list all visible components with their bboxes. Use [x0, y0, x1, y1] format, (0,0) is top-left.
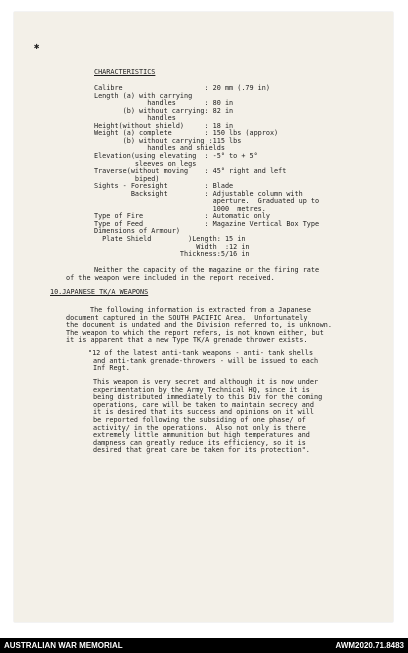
characteristic-line: Length (a) with carrying — [94, 91, 193, 100]
characteristic-line: Dimensions of Armour) — [94, 227, 180, 236]
footer-accession-number: AWM2020.71.8483 — [335, 641, 404, 650]
quote-line: dampness can greatly reduce its efficiency, so it is — [93, 438, 306, 447]
footer-bar — [0, 638, 408, 653]
quote-line: and anti-tank grenade-throwers - will be issued to each — [93, 356, 319, 365]
section-title: CHARACTERISTICS — [94, 68, 156, 76]
characteristic-line: Calibre : 20 mm (.79 in) — [94, 84, 270, 92]
quote-line: operations, care will be taken to maintain secrecy and — [93, 400, 314, 409]
quote-line: Inf Regt. — [93, 364, 130, 373]
characteristic-line: (b) without carrying :115 lbs — [94, 136, 242, 145]
punch-hole-mark: ✱ — [34, 42, 40, 52]
paragraph-line: The following information is extracted from a Japanese — [90, 306, 311, 314]
characteristic-line: (b) without carrying: 82 in — [94, 106, 234, 115]
characteristic-line: handles — [94, 114, 176, 123]
characteristic-line: Plate Shield )Length: 15 in — [94, 235, 246, 243]
characteristic-line: Elevation(using elevating : -5° to + 5° — [94, 151, 258, 160]
characteristic-line: 1000 metres. — [94, 204, 266, 213]
characteristic-line: Thickness:5/16 in — [94, 250, 250, 259]
quote-line: This weapon is very secret and although it is now under — [93, 378, 319, 386]
quote-line: activity/ in the operations. Also not only is there — [93, 423, 306, 432]
characteristic-line: Type of Feed : Magazine Vertical Box Type — [94, 219, 320, 228]
quote-line: being distributed immediately to this Div for the coming — [93, 393, 323, 402]
characteristic-line: aperture. Graduated up to — [94, 197, 320, 206]
paragraph-line: the document is undated and the Division referred to, is unknown. — [66, 321, 332, 330]
paragraph-line: document captured in the SOUTH PACIFIC Area. Unfortunately — [66, 313, 308, 322]
characteristic-line: biped) — [94, 174, 160, 183]
quote-line: "12 of the latest anti-tank weapons - anti- tank shells — [88, 349, 314, 357]
footer-institution: AUSTRALIAN WAR MEMORIAL — [4, 641, 123, 650]
characteristic-line: Type of Fire : Automatic only — [94, 212, 270, 221]
quote-line: experimentation by the Army Technical HQ, since it is — [93, 385, 310, 394]
section2-title: 10.JAPANESE TK/A WEAPONS — [50, 288, 149, 296]
paragraph-line: it is apparent that a new Type TK/A grenade thrower exists. — [66, 336, 308, 345]
note-line: of the weapon were included in the report received. — [66, 273, 275, 282]
quote-line: it is desired that its success and opinions on it will — [93, 408, 314, 417]
characteristic-line: Sights - Foresight : Blade — [94, 182, 234, 191]
characteristic-line: handles and shields — [94, 144, 225, 153]
quote-line: extremely little ammunition but high temperatures and — [93, 431, 310, 440]
characteristic-line: Backsight : Adjustable column with — [94, 189, 303, 198]
document-page — [14, 12, 393, 622]
paragraph-line: The weapon to which the report refers, is not known either, but — [66, 328, 324, 337]
characteristic-line: Width :12 in — [94, 242, 250, 251]
characteristic-line: handles : 80 in — [94, 99, 234, 108]
quote-line: desired that great care be taken for its protection". — [93, 446, 310, 455]
characteristic-line: Weight (a) complete : 150 lbs (approx) — [94, 129, 279, 138]
characteristic-line: Traverse(without moving : 45° right and left — [94, 167, 287, 176]
note-line: Neither the capacity of the magazine or the firing rate — [94, 266, 320, 274]
characteristic-line: sleeves on legs — [94, 159, 197, 168]
quote-line: be reported following the subsiding of one phase/ of — [93, 416, 306, 424]
characteristic-line: Height(without shield) : 18 in — [94, 121, 234, 130]
document-body — [14, 12, 393, 622]
